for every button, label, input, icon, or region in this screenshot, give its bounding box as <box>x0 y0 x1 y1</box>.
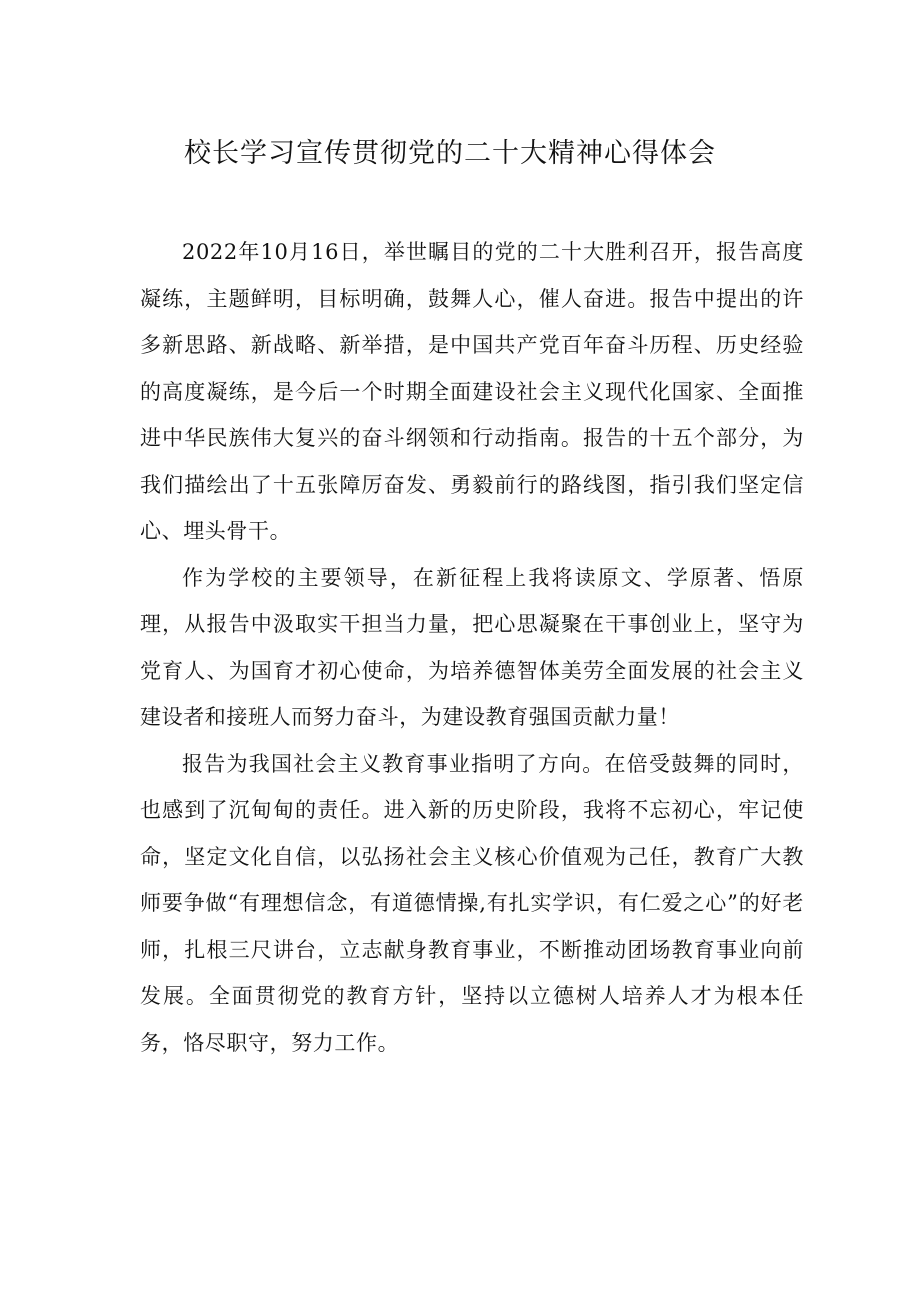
document-body <box>140 229 804 1066</box>
paragraph-2: 作为学校的主要领导，在新征程上我将读原文、学原著、悟原理，从报告中汲取实干担当力量，把心思凝聚在干事创业上，坚守为党育人、为国育才初心使命，为培养德智体美劳全面发展的社会主义建设者和接班人而努力奋斗，为建设教育强国贡献力量！ <box>140 565 804 729</box>
document-title: 校长学习宣传贯彻党的二十大精神心得体会 <box>184 138 716 169</box>
paragraph-1: 2022年10月16日，举世瞩目的党的二十大胜利召开，报告高度凝练，主题鲜明，目标明确，鼓舞人心，催人奋进。报告中提出的许多新思路、新战略、新举措，是中国共产党百年奋斗历程、历史经验的高度凝练，是今后一个时期全面建设社会主义现代化国家、全面推进中华民族伟大复兴的奋斗纲领和行动指南。报告的十五个部分，为我们描绘出了十五张障厉奋发、勇毅前行的路线图，指引我们坚定信心、埋头骨干。 <box>140 240 804 543</box>
paragraph-3: 报告为我国社会主义教育事业指明了方向。在倍受鼓舞的同时，也感到了沉甸甸的责任。进入新的历史阶段，我将不忘初心，牢记使命，坚定文化自信，以弘扬社会主义核心价值观为己任，教育广大教师要争做“有理想信念，有道德情操,有扎实学识，有仁爱之心”的好老师，扎根三尺讲台，立志献身教育事业，不断推动团场教育事业向前发展。全面贯彻党的教育方针，坚持以立德树人培养人才为根本任务，恪尽职守，努力工作。 <box>140 751 804 1055</box>
